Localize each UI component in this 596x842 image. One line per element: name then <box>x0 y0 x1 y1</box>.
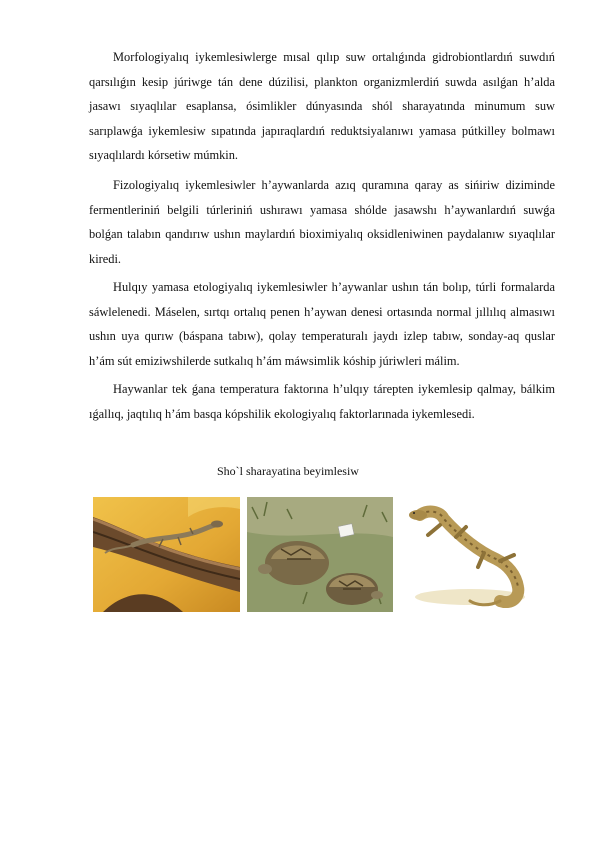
tortoises-image <box>247 497 393 612</box>
paragraph-behavioral: Hulqıy yamasa etologiyalıq iykemlesiwler h’aywanlar ushın tán bolıp, túrli formalarda sáwlelenedi. Máselen, sırtqı ortalıq penen h’aywan denesi ortasında normal jıllılıq almasıwı ushın uya qurıw (báspana tabıw), qolay temperaturalı jaydı izlep tabıw, sonday-aq quslar h’ám sút emiziwshilerde sutkalıq h’ám máwsimlik kóship júriwleri málim. <box>89 280 555 368</box>
paragraph-physiological: Fizologiyalıq iykemlesiwler h’aywanlarda azıq quramına qaray as sińiriw diziminde fermentleriniń belgili túrleriniń ushırawı yamasa shólde jasawshı h’aywanlardıń suwǵa bolǵan talabın qandırıw ushın maylardıń bioximiyalıq oksidleniwinen paydalanıw sıyaqlılar kiredi. <box>89 178 555 266</box>
figure-caption: Sho`l sharayatina beyimlesiw <box>217 464 359 478</box>
paragraph-other-factors: Haywanlar tek ǵana temperatura faktorına h’ulqıy tárepten iykemlesip qalmay, bálkim ıǵallıq, jaqtılıq h’ám basqa kópshilik ekologiyalıq faktorlarınada iykemlesedi. <box>89 382 555 421</box>
monitor-lizard-image <box>400 497 537 612</box>
paragraph-morphological: Morfologiyalıq iykemlesiwlerge mısal qılıp suw ortalıǵında gidrobiontlardıń suwdıń qarsılıǵın kesip júriwge tán dene dúzilisi, plankton organizmlerdiń suwda asılǵan h’alda jasawı sıyaqlılar esaplansa, ósimlikler dúnyasında shól sharayatında minumum suw sarıplawǵa iykemlesiw sıpatında japıraqlardıń reduktsiyalanıwı yamasa pútkilley bolmawı sıyaqlılardı kórsetiw múmkin. <box>89 50 555 163</box>
lizard-on-branch-image <box>93 497 240 612</box>
